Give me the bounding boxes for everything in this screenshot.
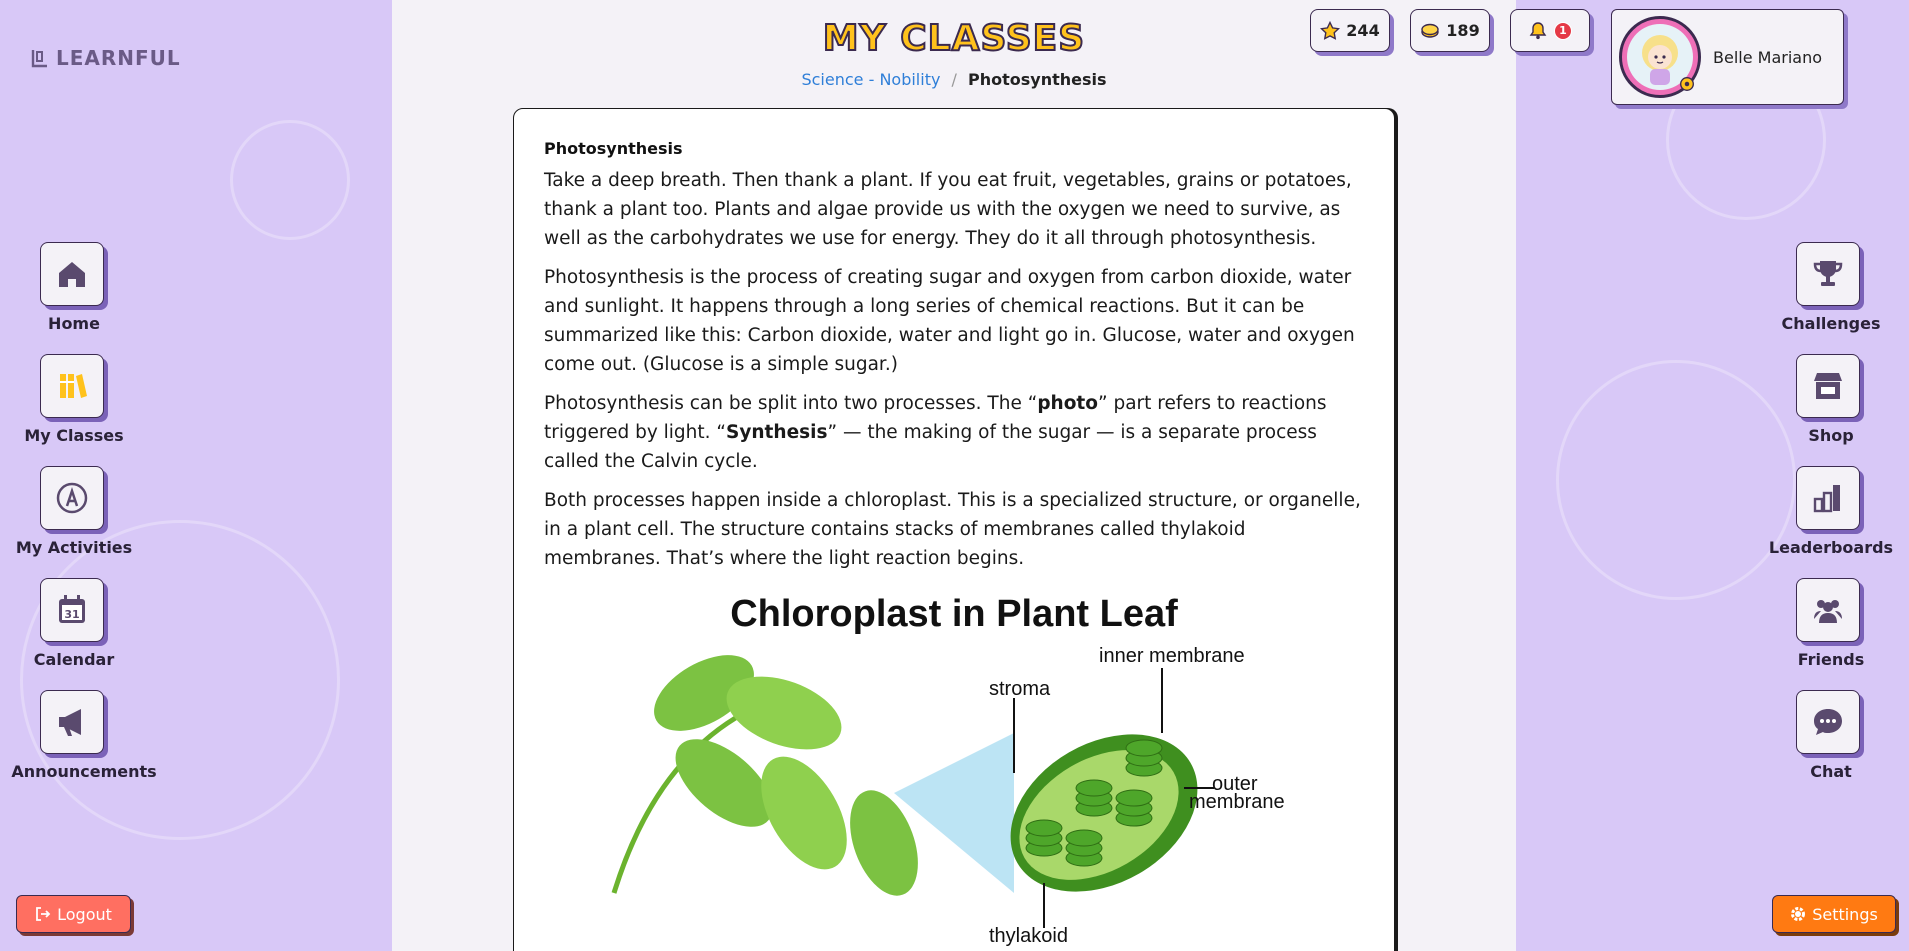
nav-shop-button[interactable] [1796, 354, 1860, 418]
nav-calendar-button[interactable] [40, 578, 104, 642]
notifications-button[interactable] [1510, 9, 1590, 52]
nav-leaderboards-button[interactable] [1796, 466, 1860, 530]
lesson-paragraph-4: Both processes happen inside a chloroplast. This is a specialized structure, or organelle, in a plant cell. The structure contains stacks of membranes called thylakoid membranes. That’s where the light reaction begins. [544, 490, 1361, 569]
figure-label-inner-membrane: inner membrane [1099, 645, 1245, 667]
doodle-circle [230, 120, 350, 240]
nav-home-button[interactable] [40, 242, 104, 306]
lesson-card [513, 108, 1395, 951]
nav-my-classes-label: My Classes [24, 426, 124, 445]
figure-label-stroma: stroma [989, 678, 1051, 700]
stars-counter[interactable] [1310, 9, 1390, 52]
chloroplast-figure [594, 593, 1314, 951]
figure-title: Chloroplast in Plant Leaf [730, 593, 1178, 635]
nav-home-label: Home [48, 314, 100, 333]
emphasis-photo: photo [1037, 393, 1098, 414]
profile-card[interactable] [1611, 9, 1844, 105]
settings-label: Settings [1812, 904, 1878, 924]
app-logo[interactable] [30, 46, 181, 70]
page-title: MY CLASSES [822, 18, 1086, 59]
nav-announcements-label: Announcements [11, 762, 157, 781]
friends-icon [1811, 593, 1845, 627]
leaderboard-icon [1811, 481, 1845, 515]
logo-icon [30, 48, 50, 68]
books-icon [55, 369, 89, 403]
nav-challenges-label: Challenges [1781, 314, 1881, 333]
figure-label-outer-membrane-1: outer [1212, 773, 1258, 795]
settings-button[interactable] [1772, 895, 1896, 933]
doodle-circle [20, 520, 340, 840]
nav-calendar-label: Calendar [33, 650, 115, 669]
stars-count: 244 [1346, 21, 1380, 40]
notification-badge: 1 [1554, 22, 1572, 40]
activities-icon [55, 481, 89, 515]
nav-friends-label: Friends [1797, 650, 1865, 669]
megaphone-icon [55, 705, 89, 739]
logout-button[interactable] [16, 895, 131, 933]
breadcrumb-separator: / [951, 70, 957, 89]
figure-label-outer-membrane-2: membrane [1189, 791, 1285, 813]
nav-chat-label: Chat [1810, 762, 1852, 781]
nav-my-classes-button[interactable] [40, 354, 104, 418]
coin-icon [1420, 21, 1440, 41]
figure-label-thylakoid: thylakoid [989, 925, 1068, 947]
nav-shop-label: Shop [1808, 426, 1854, 445]
breadcrumb-current: Photosynthesis [968, 70, 1107, 89]
lesson-heading: Photosynthesis [544, 139, 683, 158]
doodle-circle [1556, 360, 1796, 600]
nav-announcements-button[interactable] [40, 690, 104, 754]
bell-icon [1528, 21, 1548, 41]
calendar-day: 31 [64, 608, 80, 621]
nav-my-activities-button[interactable] [40, 466, 104, 530]
gear-icon[interactable] [1678, 75, 1696, 93]
chat-icon [1811, 705, 1845, 739]
nav-chat-button[interactable] [1796, 690, 1860, 754]
nav-my-activities-label: My Activities [15, 538, 133, 557]
avatar [1619, 16, 1701, 98]
gear-icon [1790, 906, 1806, 922]
coins-counter[interactable] [1410, 9, 1490, 52]
nav-leaderboards-label: Leaderboards [1768, 538, 1894, 557]
coins-count: 189 [1446, 21, 1480, 40]
calendar-icon [55, 593, 89, 627]
nav-challenges-button[interactable] [1796, 242, 1860, 306]
logout-label: Logout [57, 904, 112, 924]
logout-icon [35, 906, 51, 922]
trophy-icon [1811, 257, 1845, 291]
lesson-paragraph-2: Photosynthesis is the process of creating sugar and oxygen from carbon dioxide, water and sunlight. It happens through a long series of chemical reactions. But it can be summarized like this: Carbon dioxide, water and light go in. Glucose, water and oxygen come out. (Glucose is a simple sugar.) [544, 267, 1355, 375]
nav-friends-button[interactable] [1796, 578, 1860, 642]
logo-text: LEARNFUL [56, 46, 181, 70]
lesson-paragraph-3: Photosynthesis can be split into two processes. The “photo” part refers to reactions triggered by light. “Synthesis” — the making of the sugar — is a separate process called the Calvin cycle. [544, 393, 1327, 472]
star-icon [1320, 21, 1340, 41]
emphasis-synthesis: Synthesis [726, 422, 828, 443]
home-icon [55, 257, 89, 291]
lesson-paragraph-1: Take a deep breath. Then thank a plant. If you eat fruit, vegetables, grains or potatoes, thank a plant too. Plants and algae provide us with the oxygen we need to survive, as well as the carbohydrates we use for energy. They do it all through photosynthesis. [544, 170, 1352, 249]
profile-name: Belle Mariano [1713, 47, 1823, 67]
breadcrumb-parent-link[interactable]: Science - Nobility [801, 70, 941, 89]
shop-icon [1811, 369, 1845, 403]
breadcrumb [392, 70, 1516, 89]
